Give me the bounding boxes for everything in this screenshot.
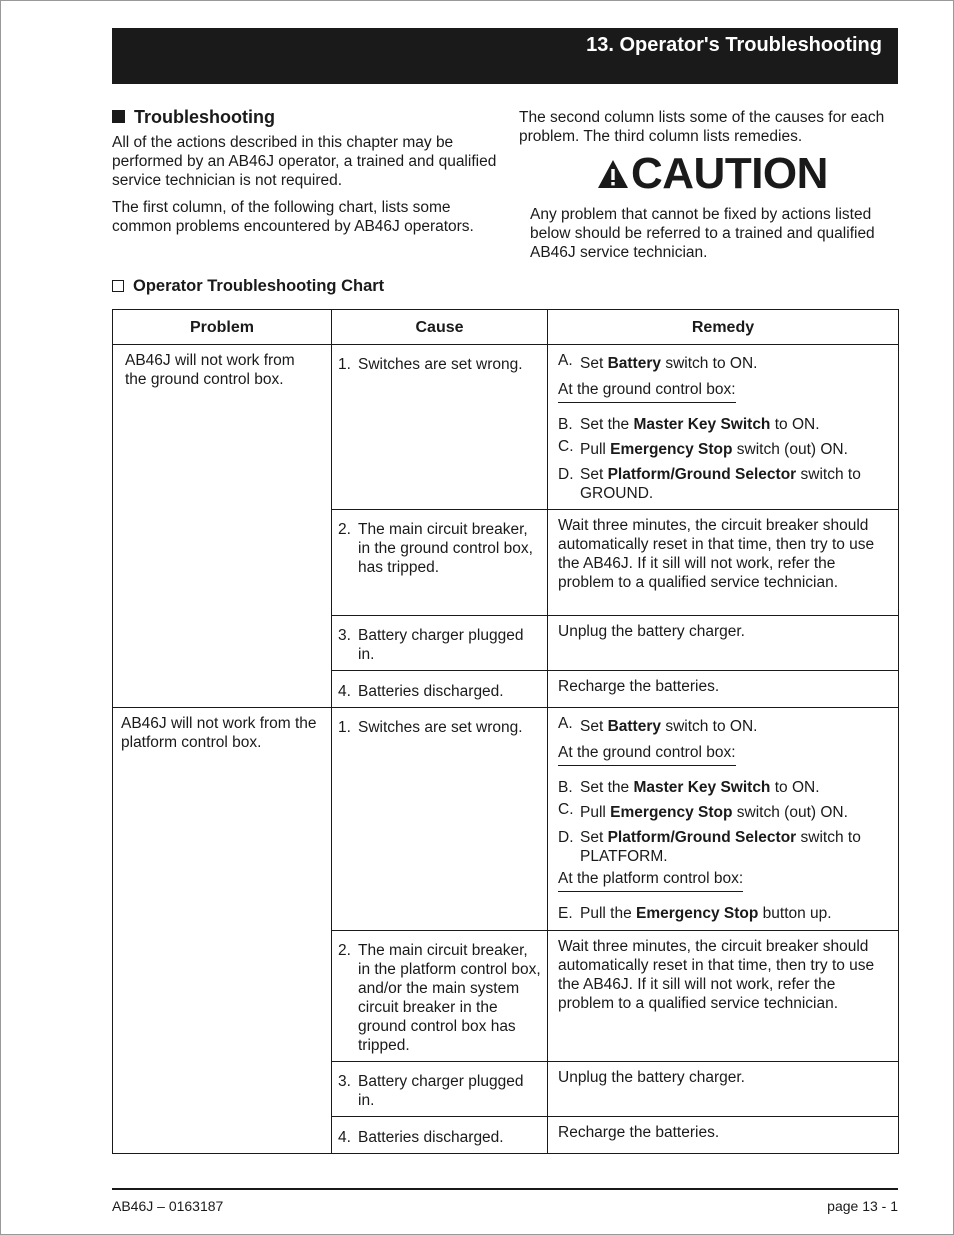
remedy-bold: Platform/Ground Selector bbox=[607, 466, 797, 483]
cause-number: 3. bbox=[338, 627, 351, 644]
remedy-text: switch (out) ON. bbox=[736, 804, 848, 821]
remedy-text: switch to ON. bbox=[665, 355, 758, 372]
remedy-letter: D. bbox=[558, 466, 574, 483]
remedy-text: Set bbox=[580, 355, 604, 372]
remedy-bold: Platform/Ground Selector bbox=[607, 829, 797, 846]
remedy-text: switch (out) ON. bbox=[736, 441, 848, 458]
remedy-text: Unplug the battery charger. bbox=[558, 623, 745, 640]
remedy-cell bbox=[548, 510, 899, 616]
cause-number: 2. bbox=[338, 521, 351, 538]
remedy-text: to ON. bbox=[774, 779, 820, 796]
remedy-text: Recharge the batteries. bbox=[558, 1124, 720, 1141]
chart-heading-text: Operator Troubleshooting Chart bbox=[133, 277, 385, 295]
remedy-cell bbox=[548, 708, 899, 931]
remedy-bold: Battery bbox=[607, 718, 661, 735]
remedy-text: to ON. bbox=[774, 416, 820, 433]
remedy-cell bbox=[548, 345, 899, 510]
remedy-text: button up. bbox=[762, 905, 832, 922]
cause-text: The main circuit breaker, in the platform control box, and/or the main system circuit breaker in the ground control box has tripped. bbox=[358, 942, 541, 1054]
cause-text: Batteries discharged. bbox=[358, 1129, 504, 1146]
column-header-cause: Cause bbox=[332, 310, 548, 345]
remedy-text: Set the bbox=[580, 779, 630, 796]
remedy-note: At the ground control box: bbox=[558, 380, 736, 403]
remedy-text: Pull bbox=[580, 441, 606, 458]
caution-text: Any problem that cannot be fixed by actions listed below should be referred to a trained and qualified AB46J service technician. bbox=[530, 206, 875, 261]
problem-text: AB46J will not work from the ground control box. bbox=[125, 352, 295, 388]
table-header-row bbox=[113, 310, 899, 345]
remedy-cell bbox=[548, 1062, 899, 1117]
remedy-text: switch to PLATFORM. bbox=[580, 829, 861, 865]
cause-number: 3. bbox=[338, 1073, 351, 1090]
remedy-letter: D. bbox=[558, 829, 574, 846]
chapter-title: 13. Operator's Troubleshooting bbox=[586, 34, 882, 56]
remedy-text: Set bbox=[580, 829, 604, 846]
section-heading-text: Troubleshooting bbox=[134, 107, 275, 127]
remedy-bold: Emergency Stop bbox=[610, 804, 733, 821]
remedy-letter: C. bbox=[558, 438, 574, 455]
intro-paragraph-2: The first column, of the following chart, lists some common problems encountered by AB46J operators. bbox=[112, 199, 474, 235]
cause-number: 4. bbox=[338, 1129, 351, 1146]
cause-cell bbox=[332, 708, 548, 931]
remedy-letter: C. bbox=[558, 801, 574, 818]
remedy-letter: B. bbox=[558, 779, 573, 796]
remedy-cell bbox=[548, 616, 899, 671]
remedy-text: Unplug the battery charger. bbox=[558, 1069, 745, 1086]
remedy-text: Pull bbox=[580, 804, 606, 821]
problem-cell bbox=[113, 708, 332, 1154]
cause-cell bbox=[332, 616, 548, 671]
remedy-letter: E. bbox=[558, 905, 573, 922]
remedy-bold: Battery bbox=[607, 355, 661, 372]
problem-cell bbox=[113, 345, 332, 708]
remedy-letter: A. bbox=[558, 715, 573, 732]
open-square-icon bbox=[112, 280, 124, 292]
remedy-bold: Master Key Switch bbox=[633, 416, 771, 433]
remedy-note: At the ground control box: bbox=[558, 743, 736, 766]
cause-number: 2. bbox=[338, 942, 351, 959]
cause-cell bbox=[332, 931, 548, 1062]
footer-page-number: page 13 - 1 bbox=[827, 1198, 898, 1214]
intro-paragraph-3: The second column lists some of the causes for each problem. The third column lists remedies. bbox=[519, 109, 885, 145]
remedy-letter: A. bbox=[558, 352, 573, 369]
chapter-header bbox=[112, 28, 898, 84]
cause-text: Batteries discharged. bbox=[358, 683, 504, 700]
column-header-problem: Problem bbox=[113, 310, 332, 345]
remedy-text: Set the bbox=[580, 416, 630, 433]
section-heading bbox=[112, 106, 275, 128]
table-row bbox=[113, 345, 899, 510]
filled-square-icon bbox=[112, 110, 125, 123]
cause-cell bbox=[332, 1117, 548, 1154]
cause-cell bbox=[332, 345, 548, 510]
caution-label bbox=[597, 150, 828, 198]
remedy-text: Set bbox=[580, 466, 604, 483]
remedy-text: Wait three minutes, the circuit breaker should automatically reset in that time, then try to use the AB46J. If it sill will not work, refer the problem to a qualified service technician. bbox=[558, 517, 875, 591]
cause-number: 1. bbox=[338, 356, 351, 373]
footer-rule bbox=[112, 1188, 898, 1190]
cause-text: Switches are set wrong. bbox=[358, 356, 523, 373]
remedy-bold: Master Key Switch bbox=[633, 779, 771, 796]
remedy-cell bbox=[548, 671, 899, 708]
remedy-text: Pull the bbox=[580, 905, 632, 922]
cause-cell bbox=[332, 671, 548, 708]
remedy-cell bbox=[548, 931, 899, 1062]
cause-text: Battery charger plugged in. bbox=[358, 1073, 524, 1109]
cause-cell bbox=[332, 1062, 548, 1117]
warning-triangle-icon bbox=[597, 159, 629, 189]
table-row bbox=[113, 708, 899, 931]
cause-text: Switches are set wrong. bbox=[358, 719, 523, 736]
intro-paragraph-1: All of the actions described in this chapter may be performed by an AB46J operator, a trained and qualified service technician is not required. bbox=[112, 134, 497, 189]
cause-text: The main circuit breaker, in the ground control box, has tripped. bbox=[358, 521, 533, 576]
troubleshooting-table bbox=[112, 309, 899, 1154]
footer-doc-id: AB46J – 0163187 bbox=[112, 1198, 224, 1214]
cause-number: 4. bbox=[338, 683, 351, 700]
cause-number: 1. bbox=[338, 719, 351, 736]
column-header-remedy: Remedy bbox=[548, 310, 899, 345]
remedy-bold: Emergency Stop bbox=[636, 905, 759, 922]
remedy-text: switch to GROUND. bbox=[580, 466, 861, 502]
remedy-text: switch to ON. bbox=[665, 718, 758, 735]
cause-cell bbox=[332, 510, 548, 616]
remedy-bold: Emergency Stop bbox=[610, 441, 733, 458]
remedy-text: Recharge the batteries. bbox=[558, 678, 720, 695]
remedy-note: At the platform control box: bbox=[558, 869, 743, 892]
problem-text: AB46J will not work from the platform control box. bbox=[121, 715, 317, 751]
cause-text: Battery charger plugged in. bbox=[358, 627, 524, 663]
remedy-text: Set bbox=[580, 718, 604, 735]
remedy-cell bbox=[548, 1117, 899, 1154]
caution-word: CAUTION bbox=[631, 149, 828, 198]
chart-heading bbox=[112, 276, 384, 296]
remedy-letter: B. bbox=[558, 416, 573, 433]
remedy-text: Wait three minutes, the circuit breaker should automatically reset in that time, then try to use the AB46J. If it sill will not work, refer the problem to a qualified service technician. bbox=[558, 938, 875, 1012]
